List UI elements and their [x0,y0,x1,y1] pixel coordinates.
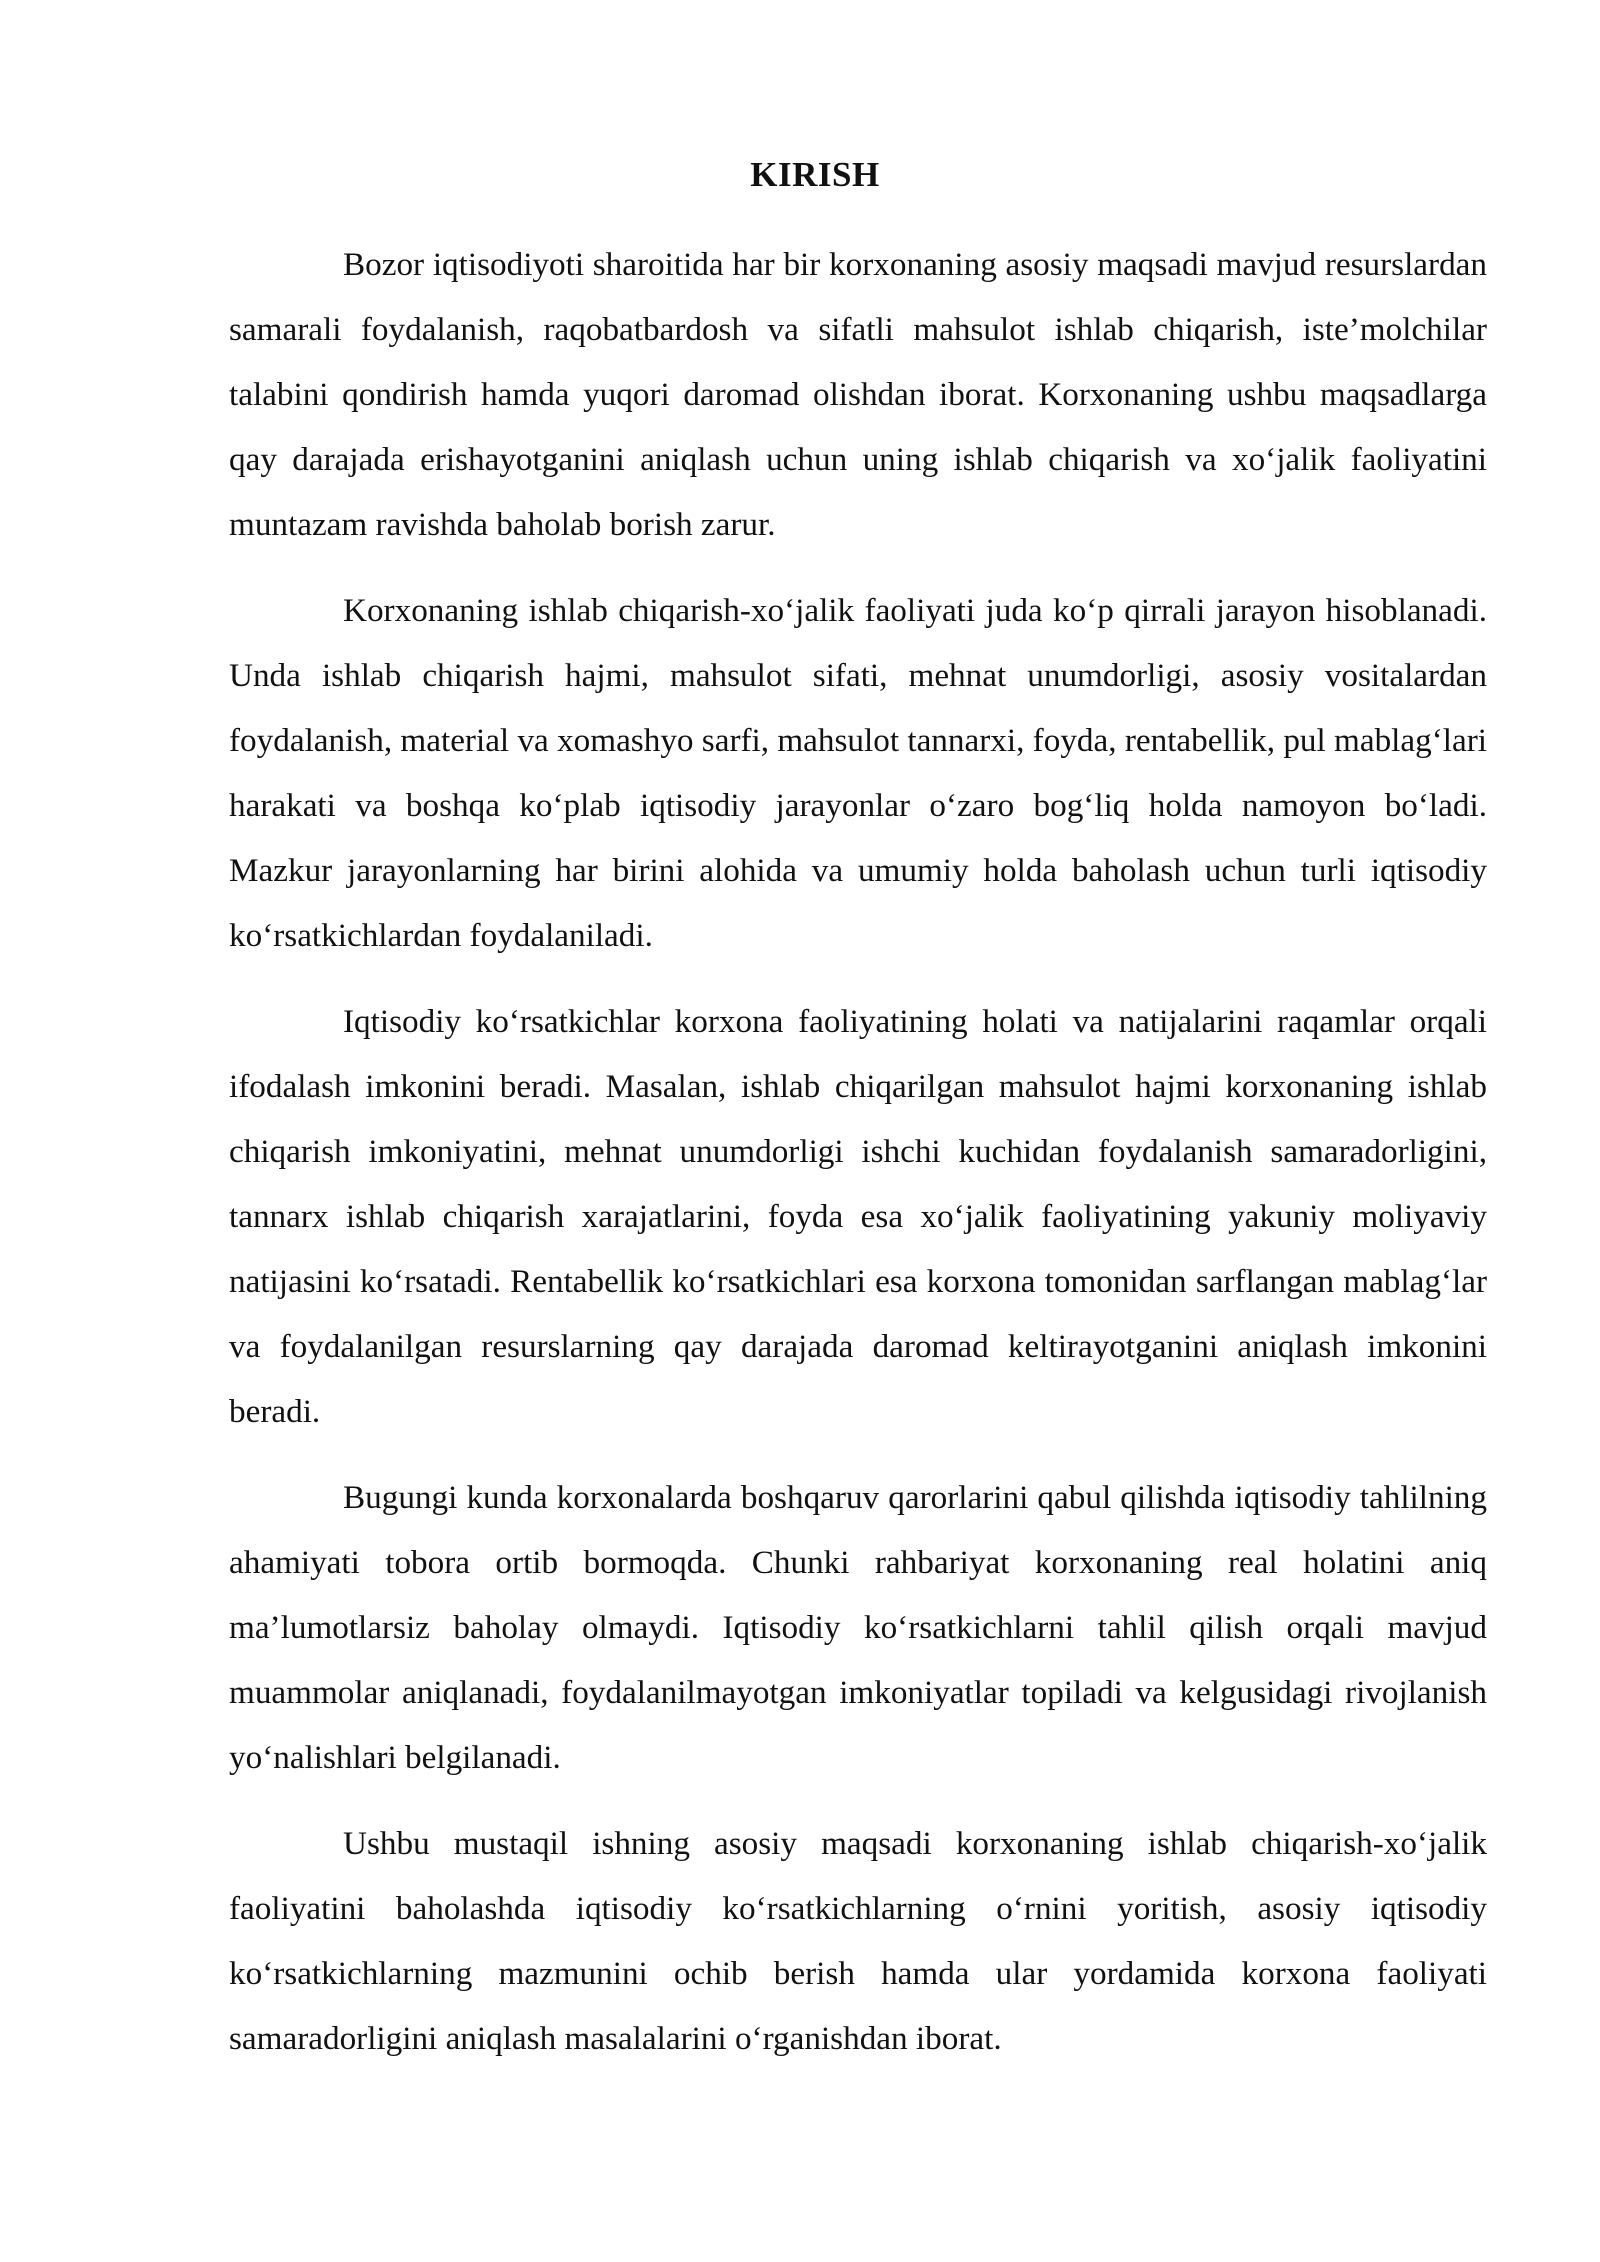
paragraph-2: Korxonaning ishlab chiqarish-xo‘jalik faoliyati juda ko‘p qirrali jarayon hisoblanadi. Unda ishlab chiqarish hajmi, mahsulot sifati, mehnat unumdorligi, asosiy vositalardan foydalanish, material va xomashyo sarfi, mahsulot tannarxi, foyda, rentabellik, pul mablag‘lari harakati va boshqa ko‘plab iqtisodiy jarayonlar o‘zaro bog‘liq holda namoyon bo‘ladi. Mazkur jarayonlarning har birini alohida va umumiy holda baholash uchun turli iqtisodiy ko‘rsatkichlardan foydalaniladi. [229,592,1487,954]
paragraph-5: Ushbu mustaqil ishning asosiy maqsadi korxonaning ishlab chiqarish-xo‘jalik faoliyatini baholashda iqtisodiy ko‘rsatkichlarning o‘rnini yoritish, asosiy iqtisodiy ko‘rsatkichlarning mazmunini ochib berish hamda ular yordamida korxona faoliyati samaradorligini aniqlash masalalarini o‘rganishdan iborat. [229,1825,1487,2057]
document-body [229,232,1487,2092]
paragraph-4: Bugungi kunda korxonalarda boshqaruv qarorlarini qabul qilishda iqtisodiy tahlilning ahamiyati tobora ortib bormoqda. Chunki rahbariyat korxonaning real holatini aniq ma’lumotlarsiz baholay olmaydi. Iqtisodiy ko‘rsatkichlarni tahlil qilish orqali mavjud muammolar aniqlanadi, foydalanilmayotgan imkoniyatlar topiladi va kelgusidagi rivojlanish yo‘nalishlari belgilanadi. [229,1479,1487,1776]
page-title: KIRISH [750,155,880,194]
paragraph-3: Iqtisodiy ko‘rsatkichlar korxona faoliyatining holati va natijalarini raqamlar orqali ifodalash imkonini beradi. Masalan, ishlab chiqarilgan mahsulot hajmi korxonaning ishlab chiqarish imkoniyatini, mehnat unumdorligi ishchi kuchidan foydalanish samaradorligini, tannarx ishlab chiqarish xarajatlarini, foyda esa xo‘jalik faoliyatining yakuniy moliyaviy natijasini ko‘rsatadi. Rentabellik ko‘rsatkichlari esa korxona tomonidan sarflangan mablag‘lar va foydalanilgan resurslarning qay darajada daromad keltirayotganini aniqlash imkonini beradi. [229,1003,1487,1430]
paragraph-1: Bozor iqtisodiyoti sharoitida har bir korxonaning asosiy maqsadi mavjud resurslardan samarali foydalanish, raqobatbardosh va sifatli mahsulot ishlab chiqarish, iste’molchilar talabini qondirish hamda yuqori daromad olishdan iborat. Korxonaning ushbu maqsadlarga qay darajada erishayotganini aniqlash uchun uning ishlab chiqarish va xo‘jalik faoliyatini muntazam ravishda baholab borish zarur. [229,246,1487,543]
